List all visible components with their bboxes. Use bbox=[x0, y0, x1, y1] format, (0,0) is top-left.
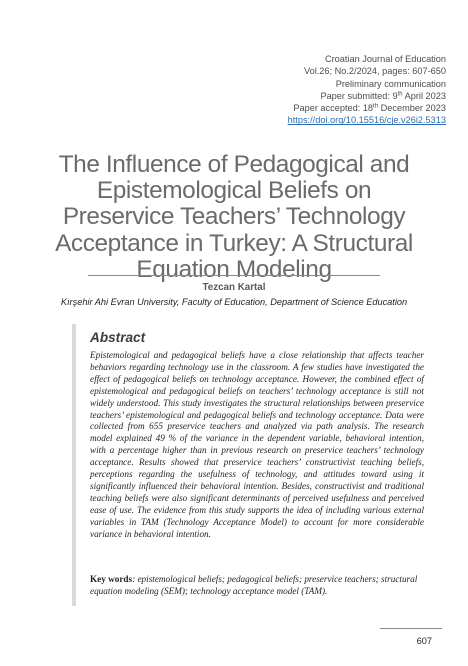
keywords-text: : epistemological beliefs; pedagogical beliefs; preservice teachers; structural equation modeling (SEM); technology acceptance model (TAM). bbox=[90, 574, 418, 596]
journal-name: Croatian Journal of Education bbox=[324, 54, 446, 64]
abstract-body: Epistemological and pedagogical beliefs have a close relationship that affects teacher behaviors regarding technology use in the classroom. A few studies have investigated the effect of pedagogical beliefs on technology acceptance. However, the combined effect of epistemological and pedagogical beliefs on teachers’ technology acceptance is still not widely understood. This study investigates the structural relationships between preservice teachers’ epistemological and pedagogical beliefs and technology acceptance. Data were collected from 655 preservice teachers and analyzed via path analysis. The research model explained 49 % of the variance in the dependent variable, behavioral intention, with a percentage higher than in previous research on preservice teachers’ technology acceptance. Results showed that preservice teachers’ constructivist teaching beliefs, perceptions regarding the usefulness of technology, and attitudes toward using it significantly influenced their behavioral intention. Besides, constructivist and traditional teaching beliefs were also significant determinants of perceived usefulness and perceived ease of use. The evidence from this study supports the idea of including various external variables in TAM (Technology Acceptance Model) to account for more considerable variance in behavioral intention. bbox=[90, 350, 424, 539]
journal-volume: Vol.26; No.2/2024, pages: 607-650 bbox=[303, 66, 446, 77]
submitted-date: Paper submitted: 9th April 2023 bbox=[320, 90, 446, 101]
journal-metadata bbox=[186, 53, 446, 127]
title-divider bbox=[88, 275, 380, 276]
accepted-date: Paper accepted: 18th December 2023 bbox=[293, 103, 446, 114]
article-title: The Influence of Pedagogical and Epistemological Beliefs on Preservice Teachers’ Technology Acceptance in Turkey: A Structural Equation Modeling bbox=[55, 151, 413, 283]
footer-divider bbox=[380, 628, 442, 629]
author-affiliation: Kırşehir Ahi Evran University, Faculty of Education, Department of Science Education bbox=[60, 297, 408, 307]
abstract-heading: Abstract bbox=[90, 330, 146, 345]
keywords bbox=[90, 574, 424, 598]
author-name: Tezcan Kartal bbox=[202, 282, 266, 293]
doi-link[interactable]: https://doi.org/10.15516/cje.v26i2.5313 bbox=[287, 115, 446, 126]
keywords-label: Key words bbox=[90, 574, 133, 584]
page-number: 607 bbox=[416, 636, 432, 646]
abstract-side-bar bbox=[72, 324, 76, 606]
article-type: Preliminary communication bbox=[335, 78, 446, 89]
